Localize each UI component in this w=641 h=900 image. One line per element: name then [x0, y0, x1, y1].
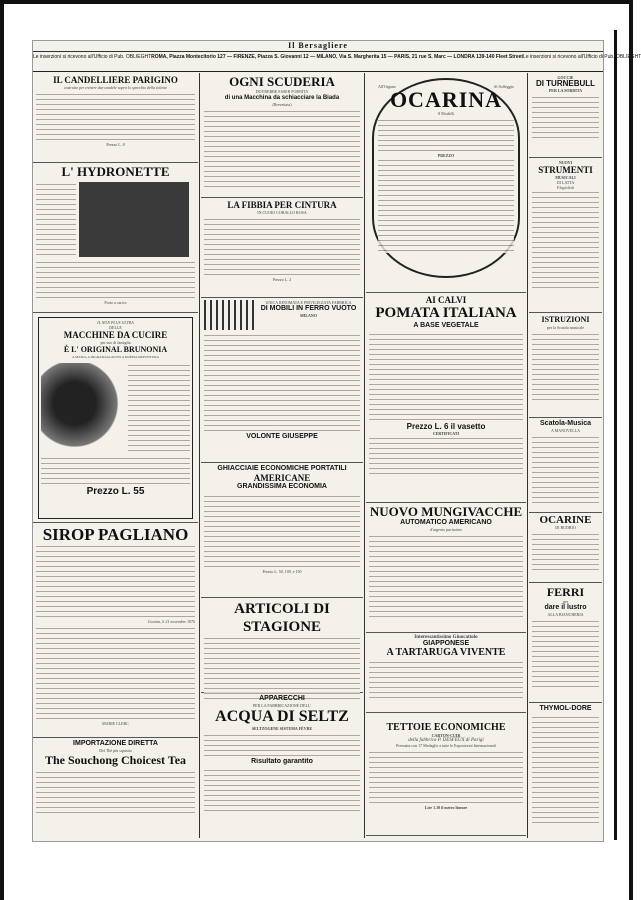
ad-body-text: [532, 332, 599, 402]
ad-subtitle: PER LA SORDITA: [548, 88, 583, 93]
ad-subtitle: dare il lustro: [544, 604, 587, 611]
ad-title: TETTOIE ECONOMICHE: [386, 722, 506, 733]
ad-subtitle: AMERICANE: [253, 473, 311, 483]
ad-body-text: [36, 770, 195, 815]
ad-line: DELLE: [109, 325, 122, 330]
gardener-illustration: [79, 182, 189, 257]
ad-title: OGNI SCUDERIA: [229, 74, 335, 89]
info-bar-left: Le inserzioni si ricevono all'Ufficio di Pub. OBLIEGHT: [33, 54, 152, 60]
ad-line: DOVREBBE ESSER FORNITA: [255, 89, 309, 94]
ad-body-text: [369, 332, 523, 422]
ad-subtitle: costruito per trenere due candele sopra lo specchio della toilette: [63, 85, 168, 90]
ad-price: Prezzo L. 6 il vasetto: [406, 422, 486, 431]
ad-title: ISTRUZIONI: [541, 315, 590, 324]
ad-corner-text: All'Organo: [378, 84, 396, 89]
column-rule: [527, 73, 528, 838]
ad-subtitle: di una Macchina da schiacciare la Biada: [224, 95, 340, 101]
ad-body-text: [36, 92, 195, 142]
ad-subtitle: Del Thè più squisito: [99, 748, 132, 753]
info-bar-addresses: ROMA, Piazza Montecitorio 127 — FIRENZE, Piazza S. Giovanni 12 — MILANO, Via S. Margherita 15 — PARIS, 21 rue S. Marc — LONDRA 139-140 Fleet Street: [151, 54, 524, 60]
ad-line: GRANDISSIMA ECONOMIA: [237, 483, 327, 490]
ad-subtitle: MUSICALI: [555, 175, 576, 180]
ad-corner-text: Al Solfeggio: [493, 84, 514, 89]
ad-body-text: [36, 544, 195, 619]
ad-line: PER LA FABBRICAZIONE DELL': [252, 703, 312, 708]
ad-fibbia: [201, 198, 363, 298]
ad-body-text: [204, 109, 360, 189]
ad-price: Prezzo L. 8: [106, 142, 125, 147]
ad-istruzioni: [529, 313, 602, 418]
ad-body-text: [369, 436, 523, 476]
ad-subtitle: IN CUOIO CORALLO ROSA: [257, 210, 307, 215]
ad-strumenti-musicali: [529, 158, 602, 313]
ad-body-text: [36, 260, 195, 300]
ad-maker-name: VOLONTÈ GIUSEPPE: [246, 433, 318, 440]
ad-price: Prezzo L. 50, 100, e 150: [262, 569, 302, 574]
info-bar: [33, 52, 641, 72]
ad-body-text: [204, 217, 360, 277]
ad-city: MILANO: [300, 313, 317, 318]
ad-subtitle: A MANOVELLA: [551, 428, 580, 433]
ad-kicker: NUOVI: [558, 160, 573, 165]
ad-body-text: [128, 363, 190, 453]
ad-body-text: [36, 182, 76, 257]
ad-kicker: IL NON PLUS ULTRA: [97, 320, 134, 325]
ad-price: Prezzo L. 55: [86, 486, 145, 497]
ad-body-text: [378, 118, 514, 153]
newspaper-page: [32, 40, 641, 842]
ad-tartaruga: [366, 633, 526, 713]
ad-line: della fabbrica P. DESFEUX di Parigi: [408, 738, 484, 743]
ad-body-text: [369, 534, 523, 619]
ad-body-text: [532, 95, 599, 140]
ad-tettoie: [366, 721, 526, 836]
ad-souchong-tea: [33, 738, 198, 836]
ad-price: Porto a carico: [104, 300, 127, 305]
ad-body-text: [369, 750, 523, 805]
ad-subtitle: DI BUDRIO: [555, 525, 576, 530]
column-1: [33, 73, 198, 838]
ad-acqua-seltz: [201, 693, 363, 838]
ad-certificates-heading: CERTIFICATI: [432, 431, 460, 436]
ad-ghiacciaie: [201, 463, 363, 598]
ad-title: OCARINE: [539, 514, 592, 526]
ad-kicker: GOCCIE: [557, 75, 574, 80]
ad-title: STRUMENTI: [538, 165, 593, 175]
ad-subtitle: AUTOMATICO AMERICANO: [400, 519, 492, 526]
ad-ocarina: [366, 73, 526, 293]
iron-bed-illustration: [204, 300, 254, 330]
ad-title: Scatola-Musica: [540, 420, 591, 427]
ad-title: OCARINA: [389, 87, 503, 112]
ad-title: The Souchong Choicest Tea: [44, 753, 187, 767]
ad-line: UNICA RINOMATA E PRIVILEGIATA FABBRICA: [265, 300, 352, 305]
ad-title: A TARTARUGA VIVENTE: [386, 647, 506, 658]
ad-title: DI MOBILI IN FERRO VUOTO: [260, 305, 357, 312]
ad-title: SIROP PAGLIANO: [42, 525, 189, 544]
ad-body-text: [532, 619, 599, 689]
ad-thymol-dore: [529, 703, 602, 833]
ad-title: DI TURNEBULL: [535, 79, 596, 88]
ad-kicker: APPARECCHI: [259, 695, 305, 702]
ad-hydronette: [33, 163, 198, 313]
ad-body-text: [41, 456, 190, 486]
ad-line: (Brevettata): [272, 102, 292, 107]
price-list: [204, 333, 360, 433]
ad-subtitle: CARTON-CUIR: [431, 733, 461, 738]
ad-line: d'argento purissimo: [430, 527, 462, 532]
scan-right-edge: [629, 0, 633, 900]
ad-pomata-italiana: [366, 293, 526, 503]
price-list: [532, 190, 599, 290]
ad-title: IL CANDELLIERE PARIGINO: [53, 75, 178, 85]
ad-line: ALLA BIANCHERIA: [547, 612, 584, 617]
ad-body-text: [369, 660, 523, 698]
ad-title: NUOVO MUNGIVACCHE: [369, 504, 523, 519]
price-list: [204, 768, 360, 813]
ad-ocarine: [529, 513, 602, 583]
ad-ferri: [529, 583, 602, 703]
scan-left-edge: [0, 0, 4, 900]
ad-line: Risultato garantito: [251, 758, 313, 765]
ad-title: MACCHINE DA CUCIRE: [63, 330, 168, 340]
column-4: [529, 73, 602, 838]
ad-line: per: [562, 599, 569, 604]
ad-price: Lire 1.10 il metro lineare: [424, 805, 468, 810]
scan-top-edge: [0, 0, 633, 4]
ad-candelliere: [33, 73, 198, 163]
ad-subtitle: per la Scatola musicale: [547, 325, 584, 330]
ad-date: Gorizia, li 21 novembre 1876: [147, 619, 195, 624]
ad-title: LA FIBBIA PER CINTURA: [227, 200, 337, 210]
price-list: [378, 158, 514, 253]
ad-brand: È L' ORIGINAL BRUNONIA: [63, 345, 168, 354]
ad-mungivacche: [366, 503, 526, 633]
ad-kicker: Interessantissimo Giuocattolo: [414, 635, 478, 640]
ad-subtitle: SELTZOGENE SISTEMA FÈVRE: [251, 726, 313, 731]
column-2: [201, 73, 363, 838]
ad-body-text: [532, 532, 599, 572]
ad-line: Premiata con 17 Medaglie a tutte le Esposizioni Internazionali: [396, 743, 496, 748]
ad-goccie-turnebull: [529, 73, 602, 158]
ad-body-text: [204, 494, 360, 569]
ad-title: ACQUA DI SELTZ: [215, 708, 349, 725]
binding-shadow: [614, 30, 617, 840]
ad-line: DI LATTA: [556, 180, 575, 185]
ad-subtitle: GIAPPONESE: [422, 640, 470, 647]
ad-body-text: [532, 435, 599, 505]
ad-title: POMATA ITALIANA: [375, 305, 517, 321]
ad-title: GHIACCIAIE ECONOMICHE PORTATILI: [217, 465, 347, 472]
ad-articoli-stagione: [201, 598, 363, 693]
ad-title: FERRI: [546, 585, 585, 599]
ad-subtitle: 8 Modelli: [438, 111, 454, 116]
ad-body-text: [204, 733, 360, 758]
ad-line: A MANO, A INGRANAGGIO ED A DOPPIA IMPUNTURA: [71, 355, 160, 359]
ad-sirop-pagliano: [33, 523, 198, 738]
ad-line: per uso di famiglia: [100, 340, 131, 345]
ad-macchina-cucire: [33, 313, 198, 523]
info-bar-right: Le inserzioni si ricevono all'Ufficio di Pub. OBLIEGHT: [523, 54, 641, 60]
ad-title: THYMOL-DORE: [539, 705, 592, 712]
ad-price: Prezzo L. 2: [272, 277, 292, 282]
ad-scatola-musica: [529, 418, 602, 513]
ad-body-text: [532, 715, 599, 825]
sewing-machine-illustration: [41, 363, 125, 453]
ad-mobili-ferro: [201, 298, 363, 463]
ad-scuderia: [201, 73, 363, 198]
ad-signature: MARIE CLERC: [102, 721, 129, 726]
column-rule: [364, 73, 365, 838]
ad-title: ARTICOLI DI STAGIONE: [234, 601, 330, 635]
ad-kicker: AI CALVI: [425, 295, 467, 305]
ad-subtitle: A BASE VEGETALE: [413, 322, 479, 329]
column-rule: [199, 73, 200, 838]
ad-body-text: [204, 636, 360, 701]
ad-title: L' HYDRONETTE: [61, 164, 170, 179]
masthead-title: Il Bersagliere: [33, 41, 603, 52]
ad-kicker: IMPORTAZIONE DIRETTA: [73, 740, 158, 747]
ad-line: Flagioletti: [557, 185, 574, 190]
ad-body-text: [36, 626, 195, 721]
ad-price-heading: PREZZO: [437, 153, 455, 158]
